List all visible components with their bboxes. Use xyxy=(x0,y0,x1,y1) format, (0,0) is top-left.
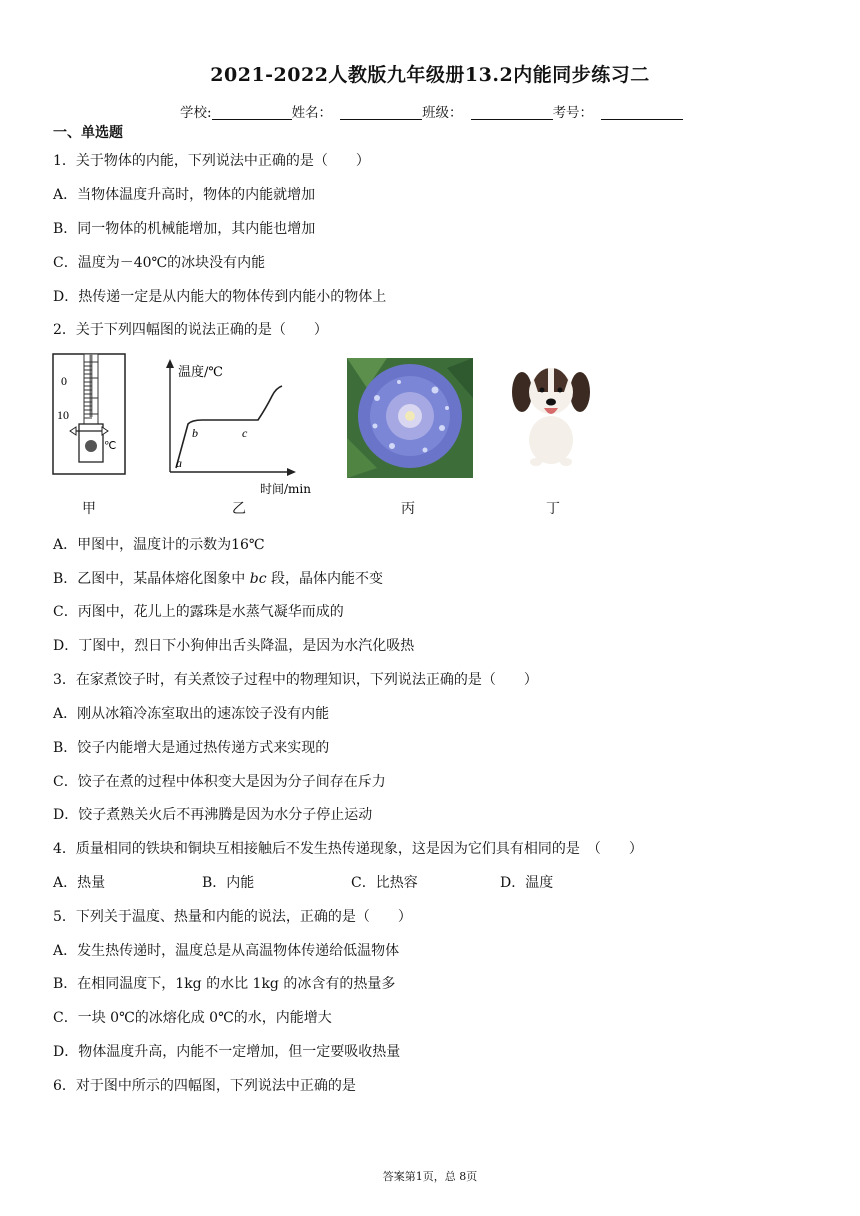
q1-option-c[interactable]: C．温度为－40℃的冰块没有内能 xyxy=(53,255,266,271)
q5-option-b[interactable]: B．在相同温度下，1kg 的水比 1kg 的冰含有的热量多 xyxy=(53,976,396,992)
flower-photo xyxy=(347,358,473,478)
school-label: 学校: xyxy=(180,105,212,121)
q2-option-c[interactable]: C．丙图中，花儿上的露珠是水蒸气凝华而成的 xyxy=(53,604,344,620)
thermometer-unit: ℃ xyxy=(104,440,117,452)
graph-point-b: b xyxy=(192,426,198,440)
school-blank[interactable] xyxy=(212,105,292,120)
q3-option-c[interactable]: C．饺子在煮的过程中体积变大是因为分子间存在斥力 xyxy=(53,774,386,790)
q1-option-d[interactable]: D．热传递一定是从内能大的物体传到内能小的物体上 xyxy=(53,289,387,305)
q4-stem: 4．质量相同的铁块和铜块互相接触后不发生热传递现象，这是因为它们具有相同的是 （ ） xyxy=(53,841,643,857)
q3-option-a[interactable]: A．刚从冰箱冷冻室取出的速冻饺子没有内能 xyxy=(53,706,330,722)
q2-option-b[interactable] xyxy=(53,568,383,588)
q5-option-c[interactable]: C．一块 0℃的冰熔化成 0℃的水，内能增大 xyxy=(53,1010,332,1026)
thermometer-tick-0: 0 xyxy=(61,374,67,388)
q2-option-a[interactable]: A．甲图中，温度计的示数为16℃ xyxy=(53,537,265,553)
q2-option-b-segment: bc xyxy=(249,571,267,587)
q2-stem: 2．关于下列四幅图的说法正确的是（ ） xyxy=(53,322,328,338)
exam-no-label: 考号： xyxy=(552,105,594,121)
q4-option-b[interactable]: B．内能 xyxy=(202,875,255,891)
caption-bing: 丙 xyxy=(401,501,415,517)
q2-option-b-pre: B．乙图中，某晶体熔化图象中 xyxy=(53,571,250,587)
thermometer-figure xyxy=(52,352,132,477)
exam-no-blank[interactable] xyxy=(601,105,683,120)
class-blank[interactable] xyxy=(471,105,553,120)
q5-option-a[interactable]: A．发生热传递时，温度总是从高温物体传递给低温物体 xyxy=(53,943,400,959)
dog-photo xyxy=(508,362,594,468)
q3-option-b[interactable]: B．饺子内能增大是通过热传递方式来实现的 xyxy=(53,740,330,756)
caption-yi: 乙 xyxy=(232,501,246,517)
melting-graph-figure xyxy=(158,358,333,498)
q3-option-d[interactable]: D．饺子煮熟关火后不再沸腾是因为水分子停止运动 xyxy=(53,807,373,823)
q1-option-b[interactable]: B．同一物体的机械能增加，其内能也增加 xyxy=(53,221,316,237)
q2-option-d[interactable]: D．丁图中，烈日下小狗伸出舌头降温，是因为水汽化吸热 xyxy=(53,638,415,654)
q1-option-a[interactable]: A．当物体温度升高时，物体的内能就增加 xyxy=(53,187,316,203)
name-label: 姓名： xyxy=(291,105,333,121)
name-blank[interactable] xyxy=(340,105,422,120)
graph-point-a: a xyxy=(176,456,182,470)
q5-option-d[interactable]: D．物体温度升高，内能不一定增加，但一定要吸收热量 xyxy=(53,1044,401,1060)
caption-ding: 丁 xyxy=(546,501,560,517)
q4-option-a[interactable]: A．热量 xyxy=(53,875,106,891)
page-footer: 答案第1页，总 8页 xyxy=(382,1170,478,1183)
student-info-line xyxy=(180,101,683,121)
section-title: 一、单选题 xyxy=(53,125,123,141)
q5-stem: 5．下列关于温度、热量和内能的说法，正确的是（ ） xyxy=(53,909,412,925)
q6-stem: 6．对于图中所示的四幅图，下列说法中正确的是 xyxy=(53,1078,356,1094)
caption-jia: 甲 xyxy=(82,501,96,517)
q4-option-c[interactable]: C．比热容 xyxy=(351,875,418,891)
q2-option-b-post: 段，晶体内能不变 xyxy=(266,571,384,587)
graph-y-axis-label: 温度/℃ xyxy=(178,365,223,380)
q3-stem: 3．在家煮饺子时，有关煮饺子过程中的物理知识，下列说法正确的是（ ） xyxy=(53,672,538,688)
q4-option-d[interactable]: D．温度 xyxy=(500,875,554,891)
graph-point-c: c xyxy=(242,426,248,440)
page-title: 2021-2022人教版九年级册13.2内能同步练习二 xyxy=(210,64,650,86)
thermometer-tick-10: 10 xyxy=(57,408,69,422)
class-label: 班级： xyxy=(422,105,463,121)
q1-stem: 1．关于物体的内能，下列说法中正确的是（ ） xyxy=(53,153,370,169)
graph-x-axis-label: 时间/min xyxy=(260,482,311,496)
